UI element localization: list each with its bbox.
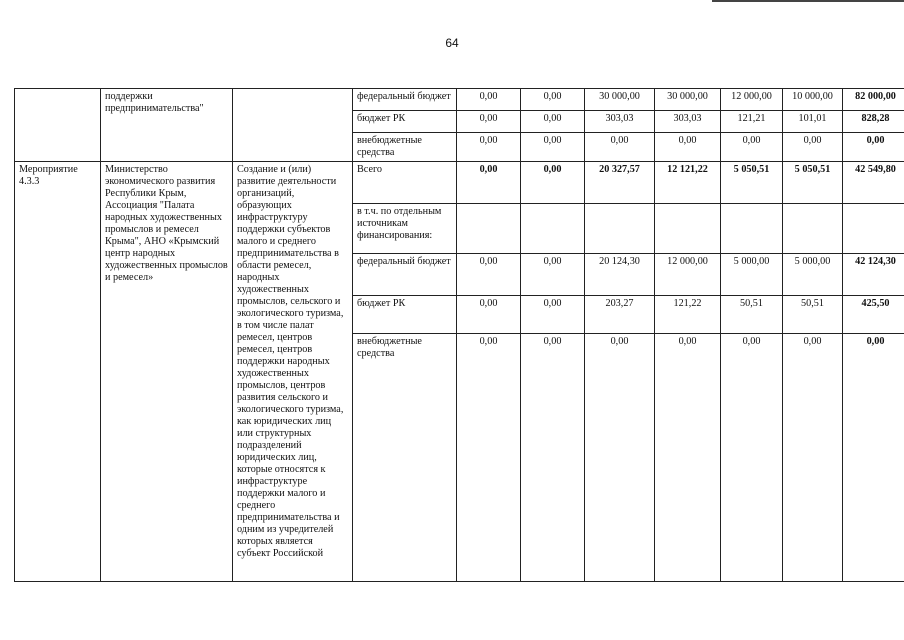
page-number: 64 <box>445 36 459 50</box>
value-cell: 0,00 <box>457 296 521 334</box>
value-cell: 10 000,00 <box>783 89 843 111</box>
source-cell: внебюджетные средства <box>353 334 457 582</box>
source-cell: федеральный бюджет <box>353 89 457 111</box>
total-cell: 0,00 <box>843 334 904 582</box>
table-row <box>15 89 904 111</box>
total-cell: 42 124,30 <box>843 254 904 296</box>
value-cell: 30 000,00 <box>585 89 655 111</box>
value-cell: 0,00 <box>457 133 521 162</box>
funding-table <box>14 88 904 582</box>
value-cell: 101,01 <box>783 111 843 133</box>
prev-code-cell <box>15 89 101 162</box>
source-cell: бюджет РК <box>353 111 457 133</box>
source-cell: внебюджетные средства <box>353 133 457 162</box>
measure-code-cell: Мероприятие 4.3.3 <box>15 162 101 582</box>
source-cell: бюджет РК <box>353 296 457 334</box>
value-cell: 0,00 <box>457 334 521 582</box>
value-cell: 203,27 <box>585 296 655 334</box>
source-cell: Всего <box>353 162 457 204</box>
total-cell: 0,00 <box>843 133 904 162</box>
total-cell: 82 000,00 <box>843 89 904 111</box>
value-cell: 0,00 <box>457 162 521 204</box>
source-cell: федеральный бюджет <box>353 254 457 296</box>
value-cell: 12 000,00 <box>721 89 783 111</box>
value-cell: 50,51 <box>783 296 843 334</box>
value-cell: 0,00 <box>457 89 521 111</box>
value-cell: 50,51 <box>721 296 783 334</box>
value-cell: 5 000,00 <box>721 254 783 296</box>
value-cell: 20 327,57 <box>585 162 655 204</box>
prev-executor-cell: поддержки предпринимательства" <box>101 89 233 162</box>
value-cell: 30 000,00 <box>655 89 721 111</box>
value-cell: 0,00 <box>721 334 783 582</box>
value-cell: 0,00 <box>585 334 655 582</box>
total-cell: 42 549,80 <box>843 162 904 204</box>
value-cell: 0,00 <box>783 334 843 582</box>
value-cell: 0,00 <box>457 254 521 296</box>
value-cell: 20 124,30 <box>585 254 655 296</box>
value-cell: 0,00 <box>521 254 585 296</box>
value-cell: 0,00 <box>721 133 783 162</box>
value-cell: 0,00 <box>521 89 585 111</box>
value-cell: 121,22 <box>655 296 721 334</box>
value-cell: 0,00 <box>521 296 585 334</box>
total-cell: 425,50 <box>843 296 904 334</box>
value-cell: 303,03 <box>655 111 721 133</box>
value-cell: 121,21 <box>721 111 783 133</box>
value-cell: 0,00 <box>585 133 655 162</box>
value-cell: 5 050,51 <box>783 162 843 204</box>
top-rule <box>712 0 904 2</box>
measure-description-cell: Создание и (или) развитие деятельности организаций, образующих инфраструктуру поддержки субъектов малого и среднего предпринимательства в области ремесел, народных художественных промыслов, сельского и экологического туризма, в том числе палат ремесел, центров ремесел, центров поддержки народных художественных промыслов, центров развития сельского и экологического туризма, как юридических лиц или структурных подразделений юридических лиц, которые относятся к инфраструктуре поддержки малого и среднего предпринимательства и одним из учредителей которых является субъект Российской <box>233 162 353 582</box>
value-cell: 5 000,00 <box>783 254 843 296</box>
measure-executor-cell: Министерство экономического развития Республики Крым, Ассоциация "Палата народных художественных промыслов и ремесел Крыма", АНО «Крымский центр народных художественных промыслов и ремесел» <box>101 162 233 582</box>
value-cell: 5 050,51 <box>721 162 783 204</box>
value-cell: 12 121,22 <box>655 162 721 204</box>
value-cell: 0,00 <box>655 133 721 162</box>
prev-description-cell <box>233 89 353 162</box>
total-cell: 828,28 <box>843 111 904 133</box>
value-cell: 12 000,00 <box>655 254 721 296</box>
value-cell: 303,03 <box>585 111 655 133</box>
value-cell: 0,00 <box>521 133 585 162</box>
table-row <box>15 162 904 204</box>
value-cell: 0,00 <box>521 111 585 133</box>
value-cell: 0,00 <box>783 133 843 162</box>
value-cell: 0,00 <box>457 111 521 133</box>
value-cell: 0,00 <box>521 162 585 204</box>
value-cell: 0,00 <box>655 334 721 582</box>
value-cell: 0,00 <box>521 334 585 582</box>
including-label-cell: в т.ч. по отдельным источникам финансирования: <box>353 204 457 254</box>
